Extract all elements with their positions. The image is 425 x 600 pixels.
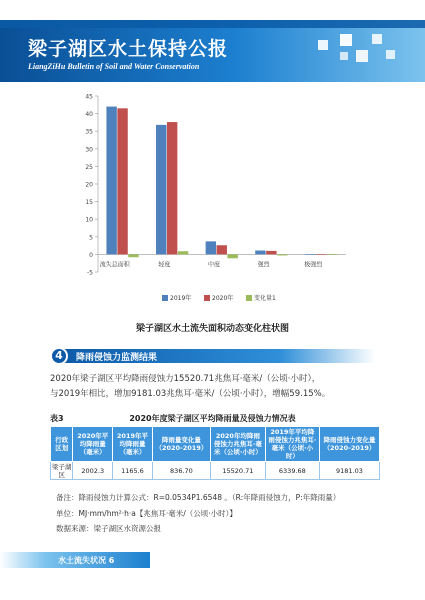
table-header: 降雨侵蚀力变化量（2020-2019） xyxy=(319,427,379,462)
table-header: 2019年平均降雨侵蚀力兆焦耳·毫米（公顷·小时） xyxy=(265,427,319,462)
header-banner xyxy=(0,20,425,82)
table-header: 2019年平均降雨量（毫米） xyxy=(113,427,153,462)
paragraph-line-1: 2020年梁子湖区平均降雨侵蚀力15520.71兆焦耳·毫米/（公顷·小时）， xyxy=(50,374,321,384)
note-unit: 单位：MJ·mm/hm²·h·a【兆焦耳·毫米/（公顷·小时）】 xyxy=(56,509,237,518)
y-tick-label: 0 xyxy=(89,251,93,259)
y-tick-label: 20 xyxy=(85,181,93,189)
section-title: 降雨侵蚀力监测结果 xyxy=(76,353,158,363)
table-cell: 2002.3 xyxy=(73,462,113,480)
bar-变化量1 xyxy=(327,254,337,255)
legend-label: 2019年 xyxy=(170,295,192,302)
section-header xyxy=(50,347,375,365)
footer-text: 水土流失状况 6 xyxy=(58,556,115,565)
table-cell: 15520.71 xyxy=(211,462,266,480)
table-header: 行政区划 xyxy=(51,427,73,462)
y-tick-label: -5 xyxy=(87,269,93,277)
legend-label: 变化量1 xyxy=(254,295,276,302)
table-cell: 1165.6 xyxy=(113,462,153,480)
bar-2020年 xyxy=(316,254,326,255)
legend-swatch xyxy=(162,295,168,301)
table-cell: 836.70 xyxy=(152,462,210,480)
bar-chart xyxy=(68,82,356,310)
bar-2020年 xyxy=(217,245,227,254)
bar-2019年 xyxy=(206,241,216,254)
x-tick-label: 中度 xyxy=(207,261,221,269)
decorative-square xyxy=(340,52,348,60)
decorative-square xyxy=(372,34,382,44)
note-formula: 备注：降雨侵蚀力计算公式：R=0.0534P1.6548 。（R:年降雨侵蚀力，P:年降雨量） xyxy=(56,493,341,502)
bar-变化量1 xyxy=(178,251,188,254)
legend-label: 2020年 xyxy=(212,295,234,302)
y-tick-label: 5 xyxy=(89,234,93,242)
legend-swatch xyxy=(246,295,252,301)
x-tick-label: 轻度 xyxy=(158,261,171,269)
decorative-square xyxy=(356,50,368,62)
report-title: 梁子湖区水土保持公报 xyxy=(28,38,229,60)
bar-2020年 xyxy=(266,251,276,255)
y-tick-label: 10 xyxy=(85,216,93,224)
note-source: 数据来源：梁子湖区水资源公报 xyxy=(56,524,161,533)
x-tick-label: 强烈 xyxy=(257,261,270,269)
report-subtitle: LiangZiHu Bulletin of Soil and Water Conservation xyxy=(28,62,200,71)
table-cell: 6339.68 xyxy=(265,462,319,480)
bar-2019年 xyxy=(305,254,315,255)
decorative-square xyxy=(340,34,352,46)
y-tick-label: 35 xyxy=(85,128,93,136)
banner-stripe xyxy=(0,20,425,28)
bar-2020年 xyxy=(167,122,177,254)
table-cell: 9181.03 xyxy=(319,462,379,480)
bar-变化量1 xyxy=(227,254,237,258)
y-tick-label: 45 xyxy=(85,93,93,101)
table-header-row xyxy=(51,427,380,462)
table-cell: 梁子湖区 xyxy=(51,462,72,479)
legend-swatch xyxy=(204,295,210,301)
decorative-square xyxy=(318,40,328,50)
x-tick-label: 极强烈 xyxy=(304,261,323,269)
bar-变化量1 xyxy=(128,254,138,257)
y-tick-label: 30 xyxy=(85,146,93,154)
bar-2019年 xyxy=(156,125,166,255)
section-number: 4 xyxy=(50,347,68,365)
chart-container xyxy=(68,82,356,310)
y-tick-label: 25 xyxy=(85,163,93,171)
table-header: 降雨量变化量（2020-2019） xyxy=(152,427,210,462)
table-title: 2020年度梁子湖区平均降雨量及侵蚀力情况表 xyxy=(129,414,296,423)
bar-2019年 xyxy=(255,251,265,255)
decorative-square xyxy=(386,50,395,59)
x-tick-label: 流失总面积 xyxy=(99,261,130,269)
table-header: 2020年平均降雨量（毫米） xyxy=(73,427,113,462)
table-label: 表3 xyxy=(50,414,64,423)
table-row xyxy=(51,462,380,480)
bar-2020年 xyxy=(117,108,127,254)
bar-2019年 xyxy=(106,107,116,255)
bar-变化量1 xyxy=(277,254,287,255)
y-tick-label: 15 xyxy=(85,199,93,207)
rainfall-table xyxy=(50,426,380,480)
chart-caption: 梁子湖区水土流失面积动态变化柱状图 xyxy=(135,324,289,334)
y-tick-label: 40 xyxy=(85,111,93,119)
table-header: 2020年均降雨侵蚀力兆焦耳·毫米（公顷·小时） xyxy=(211,427,266,462)
paragraph-line-2: 与2019年相比，增加9181.03兆焦耳·毫米/（公顷·小时），增幅59.15%。 xyxy=(50,389,331,399)
